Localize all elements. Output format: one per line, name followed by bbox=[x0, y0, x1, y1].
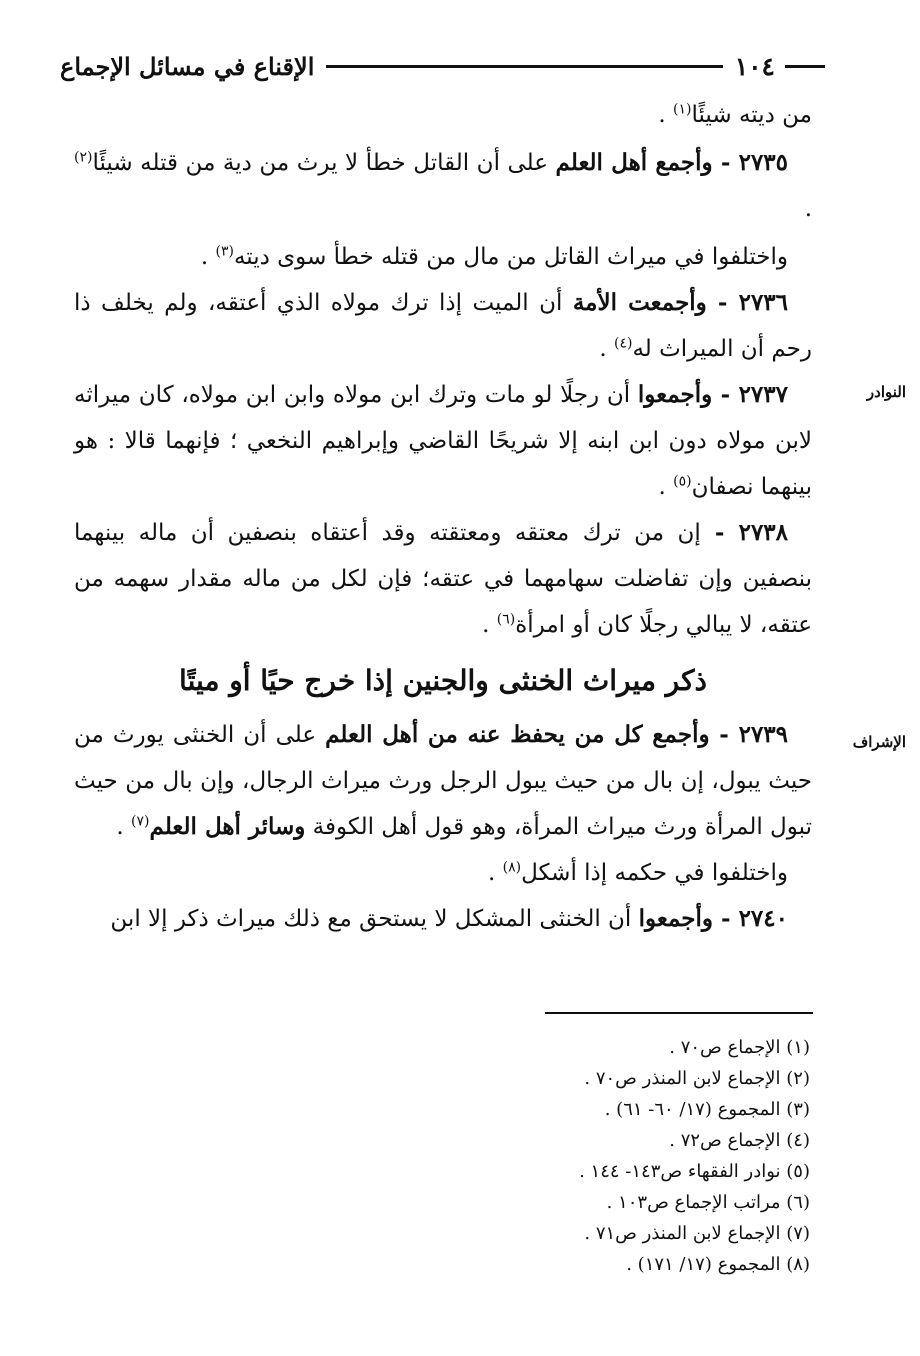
paragraph-continuation bbox=[74, 92, 812, 138]
footnote: (٢) الإجماع لابن المنذر ص٧٠ . bbox=[584, 1068, 810, 1089]
footnote: (٥) نوادر الفقهاء ص١٤٣- ١٤٤ . bbox=[579, 1161, 810, 1182]
paragraph-text: على أن القاتل خطأ لا يرث من دية من قتله شيئًا bbox=[92, 150, 556, 176]
paragraph-end: . bbox=[658, 474, 674, 500]
paragraph-text: واختلفوا في حكمه إذا أشكل bbox=[521, 860, 788, 886]
footnote: (١) الإجماع ص٧٠ . bbox=[669, 1037, 810, 1058]
paragraph-end: . bbox=[482, 612, 497, 638]
footnote-ref: (٤) bbox=[613, 335, 633, 352]
entry-number: ٢٧٣٧ - bbox=[712, 381, 788, 408]
section-heading: ذكر ميراث الخنثى والجنين إذا خرج حيًا أو ميتًا bbox=[179, 664, 707, 697]
paragraph-ikhtilaf-1 bbox=[74, 234, 812, 280]
bold-phrase-2: وسائر أهل العلم bbox=[149, 813, 306, 840]
paragraph-text: من ديته شيئًا bbox=[691, 102, 812, 128]
bold-phrase: وأجمع كل من يحفظ عنه من أهل العلم bbox=[325, 721, 710, 748]
paragraph-2736 bbox=[74, 280, 812, 372]
bold-phrase: وأجمعت الأمة bbox=[572, 289, 707, 316]
paragraph-end: . bbox=[116, 814, 132, 840]
paragraph-text: أن الميت إذا ترك مولاه الذي أعتقه، ولم يخلف ذا رحم أن الميراث له bbox=[74, 290, 812, 362]
entry-number: ٢٧٣٨ - bbox=[700, 519, 789, 546]
margin-note-nawadir: النوادر bbox=[866, 383, 906, 401]
page-number: ١٠٤ bbox=[734, 51, 775, 81]
footnote: (٨) المجموع (١٧/ ١٧١) . bbox=[626, 1254, 810, 1275]
footnote-ref: (١) bbox=[673, 101, 692, 118]
paragraph-end: . bbox=[658, 102, 673, 128]
header-rule-long bbox=[326, 65, 722, 68]
paragraph-2740 bbox=[74, 896, 812, 942]
footnote: (٣) المجموع (١٧/ ٦٠- ٦١) . bbox=[604, 1099, 810, 1120]
footnote-ref: (٨) bbox=[502, 859, 522, 876]
footnote: (٤) الإجماع ص٧٢ . bbox=[669, 1130, 810, 1151]
entry-number: ٢٧٣٦ - bbox=[706, 289, 789, 316]
paragraph-text: أن رجلًا لو مات وترك ابن مولاه وابن ابن مولاه، كان ميراثه لابن مولاه دون ابن ابنه إلا شريحًا القاضي وإبراهيم النخعي ؛ فإنهما قالا : هو بينهما نصفان bbox=[74, 382, 812, 500]
paragraph-2735 bbox=[74, 140, 812, 232]
paragraph-2739 bbox=[74, 712, 812, 850]
main-text bbox=[74, 92, 812, 942]
paragraph-2738 bbox=[74, 510, 812, 648]
bold-phrase: وأجمعوا bbox=[638, 905, 714, 932]
paragraph-text: واختلفوا في ميراث القاتل من مال من قتله خطأ سوى ديته bbox=[233, 244, 788, 270]
header-rule-short bbox=[785, 65, 825, 68]
footnote: (٦) مراتب الإجماع ص١٠٣ . bbox=[606, 1192, 810, 1213]
entry-number: ٢٧٤٠ - bbox=[713, 905, 788, 932]
footnotes bbox=[420, 1032, 810, 1280]
bold-phrase: وأجمعوا bbox=[637, 381, 713, 408]
paragraph-text: أن الخنثى المشكل لا يستحق مع ذلك ميراث ذكر إلا ابن bbox=[110, 906, 639, 932]
footnote-ref: (٧) bbox=[131, 813, 150, 830]
footnote-ref: (٢) bbox=[74, 149, 93, 166]
paragraph-2737 bbox=[74, 372, 812, 510]
running-title: الإقناع في مسائل الإجماع bbox=[60, 51, 315, 81]
paragraph-end: . bbox=[804, 196, 812, 222]
bold-phrase: وأجمع أهل العلم bbox=[555, 149, 713, 176]
paragraph-ikhtilaf-2 bbox=[74, 850, 812, 896]
footnote-ref: (٣) bbox=[215, 243, 234, 260]
footnote: (٧) الإجماع لابن المنذر ص٧١ . bbox=[584, 1223, 810, 1244]
page-header bbox=[60, 46, 825, 86]
paragraph-end: . bbox=[200, 244, 216, 270]
footnote-ref: (٦) bbox=[496, 611, 516, 628]
paragraph-end: . bbox=[599, 336, 614, 362]
footnote-ref: (٥) bbox=[673, 473, 692, 490]
paragraph-text: إن من ترك معتقه ومعتقته وقد أعتقاه بنصفين أن ماله بينهما بنصفين وإن تفاضلت سهامهما في عتقه؛ فإن لكل من ماله مقدار سهمه من عتقه، لا يبالي رجلًا كان أو امرأة bbox=[74, 520, 812, 638]
margin-note-ishraf: الإشراف bbox=[852, 733, 906, 751]
entry-number: ٢٧٣٥ - bbox=[712, 149, 789, 176]
entry-number: ٢٧٣٩ - bbox=[709, 721, 789, 748]
paragraph-end: . bbox=[487, 860, 503, 886]
footnote-separator bbox=[545, 1012, 813, 1014]
paragraph-text: على أن الخنثى يورث من حيث يبول، إن بال من حيث يبول الرجل ورث ميراث الرجال، وإن بال من حيث تبول المرأة ورث ميراث المرأة، وهو قول أهل الكوفة bbox=[74, 722, 812, 840]
